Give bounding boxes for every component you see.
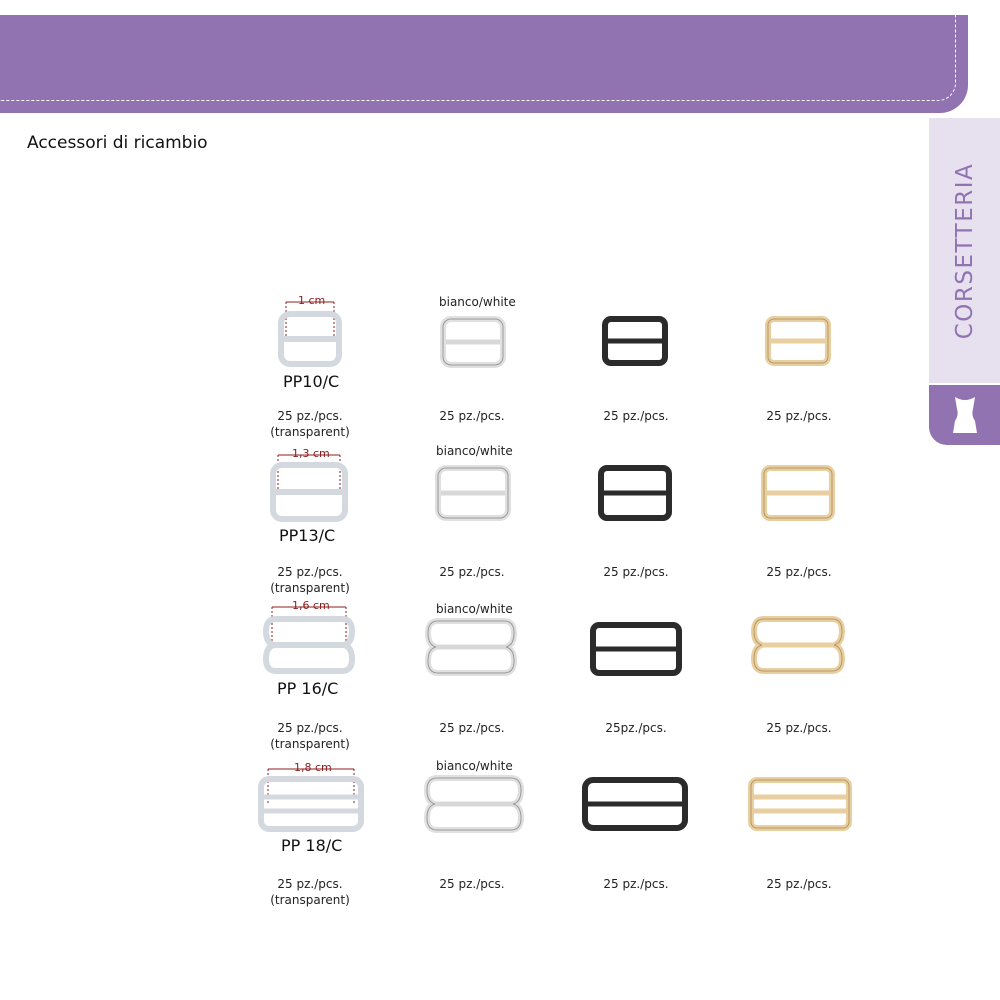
qty-transparent bbox=[265, 720, 355, 752]
qty-white: 25 pz./pcs. bbox=[439, 565, 505, 579]
product-code: PP10/C bbox=[283, 372, 340, 391]
side-tab-label: CORSETTERIA bbox=[951, 162, 978, 339]
dimension-label: 1,3 cm bbox=[292, 447, 330, 460]
buckle-beige bbox=[748, 777, 852, 831]
qty-note: (transparent) bbox=[270, 581, 350, 595]
qty-note: (transparent) bbox=[270, 893, 350, 907]
qty-beige: 25 pz./pcs. bbox=[766, 409, 832, 423]
qty-black: 25 pz./pcs. bbox=[603, 409, 669, 423]
product-code: PP 16/C bbox=[277, 679, 339, 698]
qty-value: 25 pz./pcs. bbox=[277, 565, 343, 579]
color-label-white: bianco/white bbox=[436, 444, 513, 458]
buckle-transparent-dimension bbox=[278, 300, 342, 370]
dimension-label: 1 cm bbox=[298, 294, 326, 307]
buckle-transparent-dimension bbox=[270, 453, 348, 523]
buckle-transparent-dimension bbox=[262, 605, 356, 677]
color-label-white: bianco/white bbox=[436, 759, 513, 773]
header-stitching bbox=[0, 15, 956, 101]
qty-transparent bbox=[265, 408, 355, 440]
qty-value: 25 pz./pcs. bbox=[277, 877, 343, 891]
side-icon-box bbox=[929, 385, 1000, 445]
buckle-transparent-dimension bbox=[258, 767, 364, 833]
qty-note: (transparent) bbox=[270, 425, 350, 439]
qty-transparent bbox=[265, 564, 355, 596]
product-code: PP 18/C bbox=[281, 836, 343, 855]
qty-note: (transparent) bbox=[270, 737, 350, 751]
qty-value: 25 pz./pcs. bbox=[277, 721, 343, 735]
buckle-beige bbox=[761, 465, 835, 521]
color-label-white: bianco/white bbox=[436, 602, 513, 616]
qty-white: 25 pz./pcs. bbox=[439, 409, 505, 423]
buckle-beige bbox=[765, 316, 831, 366]
buckle-white bbox=[423, 774, 525, 834]
side-tab-corsetteria bbox=[929, 118, 1000, 383]
qty-beige: 25 pz./pcs. bbox=[766, 877, 832, 891]
qty-black: 25 pz./pcs. bbox=[603, 877, 669, 891]
buckle-white bbox=[435, 465, 511, 521]
section-title: Accessori di ricambio bbox=[27, 133, 208, 153]
dimension-label: 1,8 cm bbox=[294, 761, 332, 774]
dimension-label: 1,6 cm bbox=[292, 599, 330, 612]
buckle-black bbox=[598, 465, 672, 521]
buckle-white bbox=[440, 316, 506, 368]
qty-transparent bbox=[265, 876, 355, 908]
qty-black: 25 pz./pcs. bbox=[603, 565, 669, 579]
qty-beige: 25 pz./pcs. bbox=[766, 721, 832, 735]
qty-white: 25 pz./pcs. bbox=[439, 721, 505, 735]
qty-white: 25 pz./pcs. bbox=[439, 877, 505, 891]
product-code: PP13/C bbox=[279, 526, 336, 545]
buckle-black bbox=[590, 622, 682, 676]
corset-icon bbox=[951, 395, 979, 435]
color-label-white: bianco/white bbox=[439, 295, 516, 309]
buckle-beige bbox=[750, 615, 846, 675]
buckle-white bbox=[424, 617, 518, 677]
qty-black: 25pz./pcs. bbox=[605, 721, 667, 735]
buckle-black bbox=[582, 777, 688, 831]
qty-value: 25 pz./pcs. bbox=[277, 409, 343, 423]
buckle-black bbox=[602, 316, 668, 366]
header-band bbox=[0, 15, 968, 113]
qty-beige: 25 pz./pcs. bbox=[766, 565, 832, 579]
